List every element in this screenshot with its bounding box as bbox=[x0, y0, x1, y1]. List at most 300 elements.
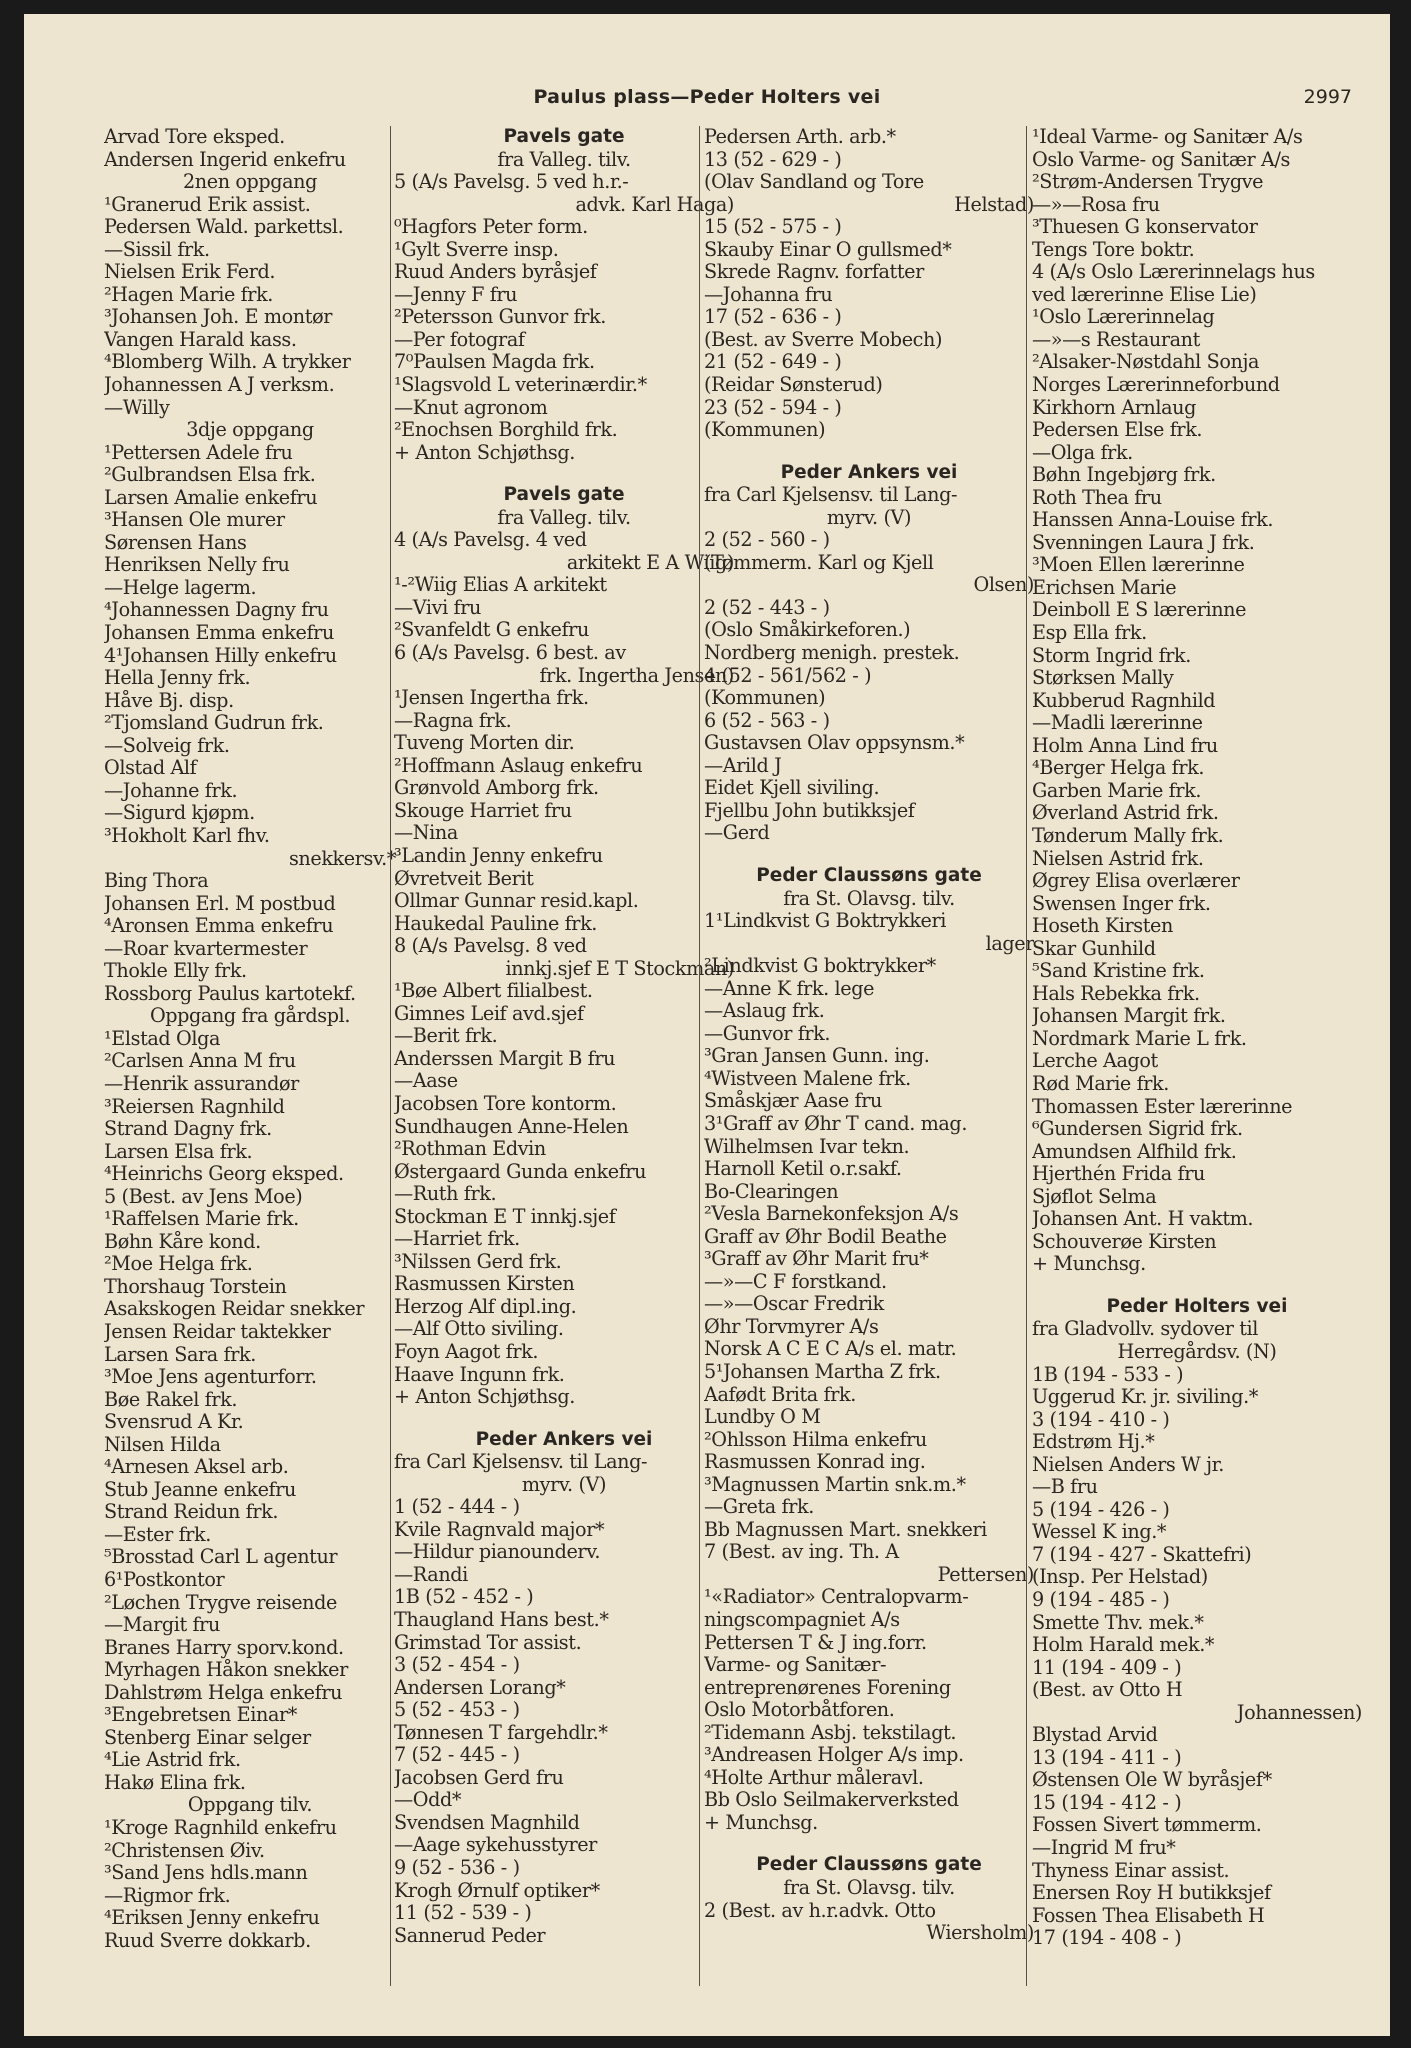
directory-entry: 13 (52 - 629 - ) bbox=[704, 148, 842, 171]
directory-entry: + Munchsg. bbox=[1032, 1253, 1146, 1276]
directory-entry: + Munchsg. bbox=[704, 1811, 818, 1834]
directory-entry: Smette Thv. mek.* bbox=[1032, 1611, 1204, 1634]
directory-entry: 5 (52 - 453 - ) bbox=[394, 1699, 520, 1722]
directory-entry: ⁰Hagfors Peter form. bbox=[394, 216, 588, 239]
directory-entry: 4 (A/s Oslo Lærerinnelags hus bbox=[1032, 261, 1315, 284]
directory-entry: ²Christensen Øiv. bbox=[104, 1839, 265, 1862]
directory-entry: Kirkhorn Arnlaug bbox=[1032, 396, 1197, 419]
directory-page bbox=[24, 14, 1390, 2036]
directory-entry: Graff av Øhr Bodil Beathe bbox=[704, 1225, 947, 1248]
directory-entry: (Kommunen) bbox=[704, 419, 826, 442]
directory-entry: —Arild J bbox=[704, 754, 782, 777]
directory-entry: 13 (194 - 411 - ) bbox=[1032, 1746, 1182, 1769]
directory-entry: myrv. (V) bbox=[521, 1473, 607, 1496]
directory-entry: (Oslo Småkirkeforen.) bbox=[704, 619, 911, 642]
directory-entry: Wilhelmsen Ivar tekn. bbox=[704, 1135, 910, 1158]
directory-entry: —Aase bbox=[394, 1070, 458, 1093]
directory-entry: Øverland Astrid frk. bbox=[1032, 802, 1219, 825]
directory-entry: ³Landin Jenny enkefru bbox=[394, 844, 603, 867]
directory-entry: 23 (52 - 594 - ) bbox=[704, 396, 842, 419]
directory-entry: Bøe Rakel frk. bbox=[104, 1388, 238, 1411]
directory-entry: —Knut agronom bbox=[394, 396, 548, 419]
directory-entry: Johansen Margit frk. bbox=[1032, 1005, 1226, 1028]
directory-entry: —Solveig frk. bbox=[104, 734, 230, 757]
directory-entry: Sørensen Hans bbox=[104, 531, 247, 554]
directory-entry: Rasmussen Konrad ing. bbox=[704, 1451, 926, 1474]
directory-entry: Grønvold Amborg frk. bbox=[394, 777, 599, 800]
directory-entry: —Johanne frk. bbox=[104, 779, 238, 802]
directory-entry: —Vivi fru bbox=[394, 596, 481, 619]
directory-entry: Østergaard Gunda enkefru bbox=[394, 1160, 647, 1183]
directory-entry: Rasmussen Kirsten bbox=[394, 1273, 575, 1296]
directory-entry: (Best. av Otto H bbox=[1032, 1679, 1183, 1702]
directory-entry: Krogh Ørnulf optiker* bbox=[394, 1879, 600, 1902]
directory-entry: 5 (194 - 426 - ) bbox=[1032, 1498, 1170, 1521]
directory-entry: ³Graff av Øhr Marit fru* bbox=[704, 1248, 929, 1271]
directory-entry: Rød Marie frk. bbox=[1032, 1072, 1169, 1095]
directory-entry: ²Tidemann Asbj. tekstilagt. bbox=[704, 1721, 957, 1744]
directory-entry: ²Gulbrandsen Elsa frk. bbox=[104, 464, 316, 487]
directory-entry: —Ester frk. bbox=[104, 1523, 211, 1546]
directory-entry: ³Andreasen Holger A/s imp. bbox=[704, 1744, 964, 1767]
directory-entry: —Margit fru bbox=[104, 1614, 220, 1637]
directory-entry: Haukedal Pauline frk. bbox=[394, 912, 597, 935]
directory-entry: ²Svanfeldt G enkefru bbox=[394, 619, 589, 642]
directory-entry: ⁴Johannessen Dagny fru bbox=[104, 599, 329, 622]
directory-entry: Blystad Arvid bbox=[1032, 1724, 1158, 1747]
directory-entry: Pettersen) bbox=[937, 1563, 1034, 1586]
directory-entry: Holm Harald mek.* bbox=[1032, 1634, 1215, 1657]
directory-entry: ²Rothman Edvin bbox=[394, 1138, 546, 1161]
directory-entry: Skouge Harriet fru bbox=[394, 799, 572, 822]
directory-entry: Oppgang fra gårdspl. bbox=[149, 1005, 351, 1028]
directory-entry: —Ragna frk. bbox=[394, 709, 512, 732]
directory-entry: frk. Ingertha Jensen) bbox=[539, 664, 734, 687]
page-header-title: Paulus plass—Peder Holters vei bbox=[533, 86, 881, 108]
directory-entry: Bøhn Ingebjørg frk. bbox=[1032, 464, 1216, 487]
directory-entry: Swensen Inger frk. bbox=[1032, 892, 1211, 915]
directory-entry: —»—s Restaurant bbox=[1032, 328, 1200, 351]
directory-entry: Svendsen Magnhild bbox=[394, 1811, 580, 1834]
directory-entry: —Berit frk. bbox=[394, 1025, 498, 1048]
directory-entry: Aafødt Brita frk. bbox=[704, 1383, 856, 1406]
directory-entry: ¹Gylt Sverre insp. bbox=[394, 238, 559, 261]
directory-entry: Thokle Elly frk. bbox=[104, 960, 247, 983]
directory-entry: Lundby O M bbox=[704, 1406, 821, 1429]
directory-entry: Oslo Motorbåtforen. bbox=[704, 1699, 895, 1722]
directory-entry: Nielsen Erik Ferd. bbox=[104, 261, 276, 284]
directory-entry: Nordberg menigh. prestek. bbox=[704, 642, 960, 665]
directory-entry: —Willy bbox=[104, 396, 170, 419]
directory-entry: ⁴Wistveen Malene frk. bbox=[704, 1067, 911, 1090]
directory-entry: ²Petersson Gunvor frk. bbox=[394, 306, 606, 329]
directory-entry: entreprenørenes Forening bbox=[704, 1676, 951, 1699]
directory-entry: —Sigurd kjøpm. bbox=[104, 802, 255, 825]
directory-entry: Strand Dagny frk. bbox=[104, 1118, 272, 1141]
directory-entry: Hjerthén Frida fru bbox=[1032, 1163, 1205, 1186]
column-divider bbox=[1026, 126, 1027, 1986]
directory-entry: Ruud Anders byråsjef bbox=[394, 261, 597, 284]
directory-entry: ⁴Arnesen Aksel arb. bbox=[104, 1456, 289, 1479]
directory-entry: —»—Rosa fru bbox=[1032, 193, 1160, 216]
directory-entry: —Jenny F fru bbox=[394, 283, 518, 306]
directory-entry: Thaugland Hans best.* bbox=[394, 1609, 609, 1631]
column-3 bbox=[704, 126, 1034, 2026]
directory-entry: Amundsen Alfhild frk. bbox=[1032, 1140, 1237, 1163]
directory-entry: fra Carl Kjelsensv. til Lang- bbox=[394, 1451, 648, 1474]
directory-entry: Jensen Reidar taktekker bbox=[104, 1320, 331, 1343]
directory-entry: —Anne K frk. lege bbox=[704, 977, 875, 1000]
directory-entry: (Tømmerm. Karl og Kjell bbox=[704, 551, 934, 574]
directory-entry: fra Gladvollv. sydover til bbox=[1032, 1318, 1258, 1341]
directory-entry: Sjøflot Selma bbox=[1032, 1185, 1157, 1208]
section-spacer bbox=[704, 845, 1034, 865]
directory-entry: myrv. (V) bbox=[826, 506, 912, 529]
section-spacer bbox=[394, 464, 734, 484]
directory-entry: + Anton Schjøthsg. bbox=[394, 1386, 575, 1409]
directory-entry: Arvad Tore eksped. bbox=[104, 126, 285, 148]
directory-entry: —Henrik assurandør bbox=[104, 1072, 299, 1095]
directory-entry: Fjellbu John butikksjef bbox=[704, 799, 915, 822]
directory-entry: 5 (Best. av Jens Moe) bbox=[104, 1185, 303, 1208]
directory-entry: Wessel K ing.* bbox=[1032, 1521, 1167, 1544]
directory-entry: Harnoll Ketil o.r.sakf. bbox=[704, 1158, 902, 1181]
directory-entry: ²Moe Helga frk. bbox=[104, 1253, 253, 1276]
column-divider bbox=[699, 126, 700, 1986]
directory-entry: ¹Oslo Lærerinnelag bbox=[1032, 306, 1215, 329]
directory-entry: ningscompagniet A/s bbox=[704, 1609, 900, 1631]
directory-entry: Småskjær Aase fru bbox=[704, 1090, 882, 1113]
directory-entry: arkitekt E A Wiig) bbox=[566, 551, 734, 574]
directory-entry: —Sissil frk. bbox=[104, 238, 210, 261]
directory-entry: ³Hokholt Karl fhv. bbox=[104, 824, 270, 847]
directory-entry: 11 (194 - 409 - ) bbox=[1032, 1656, 1182, 1679]
directory-entry: ¹Pettersen Adele fru bbox=[104, 441, 293, 464]
directory-entry: Bo-Clearingen bbox=[704, 1180, 839, 1203]
directory-entry: Norsk A C E C A/s el. matr. bbox=[704, 1338, 957, 1361]
directory-entry: Hals Rebekka frk. bbox=[1032, 982, 1200, 1005]
directory-entry: ²Hoffmann Aslaug enkefru bbox=[394, 754, 643, 777]
directory-entry: Pettersen T & J ing.forr. bbox=[704, 1631, 927, 1654]
directory-entry: —Roar kvartermester bbox=[104, 937, 308, 960]
directory-entry: ¹Granerud Erik assist. bbox=[104, 193, 311, 216]
directory-entry: 7⁰Paulsen Magda frk. bbox=[394, 351, 595, 374]
directory-entry: Strand Reidun frk. bbox=[104, 1501, 279, 1524]
directory-entry: 1B (52 - 452 - ) bbox=[394, 1586, 534, 1609]
directory-entry: 6 (52 - 563 - ) bbox=[704, 709, 830, 732]
directory-entry: —Harriet frk. bbox=[394, 1228, 520, 1251]
directory-entry: Svensrud A Kr. bbox=[104, 1411, 244, 1434]
directory-entry: —Greta frk. bbox=[704, 1496, 814, 1519]
directory-entry: Roth Thea fru bbox=[1032, 486, 1162, 509]
directory-entry: ⁵Brosstad Carl L agentur bbox=[104, 1546, 338, 1569]
directory-entry: Lerche Aagot bbox=[1032, 1050, 1158, 1073]
directory-entry: 9 (52 - 536 - ) bbox=[394, 1857, 520, 1880]
directory-entry: ¹Kroge Ragnhild enkefru bbox=[104, 1817, 337, 1840]
column-1 bbox=[104, 126, 396, 2026]
directory-entry: Wiersholm) bbox=[926, 1922, 1034, 1945]
directory-entry: ³Moe Jens agenturforr. bbox=[104, 1366, 317, 1389]
directory-entry: ¹Ideal Varme- og Sanitær A/s bbox=[1032, 126, 1303, 148]
directory-entry: —»—C F forstkand. bbox=[704, 1270, 887, 1293]
directory-entry: Foyn Aagot frk. bbox=[394, 1340, 539, 1363]
directory-entry: Skrede Ragnv. forfatter bbox=[704, 261, 924, 284]
directory-entry: 3 (52 - 454 - ) bbox=[394, 1654, 520, 1677]
directory-entry: fra Valleg. tilv. bbox=[497, 506, 631, 529]
street-heading: Peder Ankers vei bbox=[780, 461, 958, 483]
directory-entry: —Gerd bbox=[704, 822, 770, 845]
column-divider bbox=[390, 126, 391, 1986]
directory-entry: ⁴Heinrichs Georg eksped. bbox=[104, 1163, 344, 1186]
directory-entry: ²Løchen Trygve reisende bbox=[104, 1591, 337, 1614]
directory-entry: Norges Lærerinneforbund bbox=[1032, 374, 1280, 397]
directory-entry: Grimstad Tor assist. bbox=[394, 1631, 582, 1654]
directory-entry: Hella Jenny frk. bbox=[104, 667, 251, 690]
directory-entry: Larsen Amalie enkefru bbox=[104, 486, 318, 509]
directory-entry: —Alf Otto siviling. bbox=[394, 1318, 564, 1341]
directory-entry: innkj.sjef E T Stockman) bbox=[505, 957, 734, 980]
directory-entry: Oslo Varme- og Sanitær A/s bbox=[1032, 148, 1290, 171]
directory-entry: Bøhn Kåre kond. bbox=[104, 1230, 261, 1253]
directory-entry: Håve Bj. disp. bbox=[104, 689, 234, 712]
directory-entry: Fossen Sivert tømmerm. bbox=[1032, 1814, 1262, 1837]
directory-entry: Edstrøm Hj.* bbox=[1032, 1431, 1155, 1454]
directory-entry: Asakskogen Reidar snekker bbox=[104, 1298, 365, 1321]
directory-entry: Storm Ingrid frk. bbox=[1032, 644, 1191, 667]
directory-entry: ³Sand Jens hdls.mann bbox=[104, 1862, 308, 1885]
directory-entry: —Olga frk. bbox=[1032, 441, 1133, 464]
directory-entry: Holm Anna Lind fru bbox=[1032, 734, 1218, 757]
directory-entry: fra Carl Kjelsensv. til Lang- bbox=[704, 484, 958, 507]
directory-entry: —Helge lagerm. bbox=[104, 576, 257, 599]
directory-entry: —Gunvor frk. bbox=[704, 1022, 831, 1045]
directory-entry: ³Moen Ellen lærerinne bbox=[1032, 554, 1245, 577]
directory-entry: —Nina bbox=[394, 822, 458, 845]
section-spacer bbox=[394, 1409, 734, 1429]
page-number: 2997 bbox=[1303, 86, 1352, 108]
directory-entry: 2 (52 - 560 - ) bbox=[704, 529, 830, 552]
directory-entry: Tønnesen T fargehdlr.* bbox=[394, 1721, 608, 1744]
directory-entry: (Kommunen) bbox=[704, 687, 826, 710]
street-heading: Peder Claussøns gate bbox=[756, 864, 982, 886]
directory-entry: Gimnes Leif avd.sjef bbox=[394, 1002, 584, 1025]
directory-entry: Thomassen Ester lærerinne bbox=[1032, 1095, 1293, 1118]
directory-entry: 8 (A/s Pavelsg. 8 ved bbox=[394, 935, 587, 958]
directory-entry: 3 (194 - 410 - ) bbox=[1032, 1408, 1170, 1431]
directory-entry: Nielsen Astrid frk. bbox=[1032, 847, 1204, 870]
directory-entry: Øvretveit Berit bbox=[394, 867, 534, 890]
directory-entry: —Rigmor frk. bbox=[104, 1884, 231, 1907]
directory-entry: advk. Karl Haga) bbox=[575, 193, 734, 216]
directory-entry: ³Thuesen G konservator bbox=[1032, 216, 1258, 239]
directory-entry: ⁴Eriksen Jenny enkefru bbox=[104, 1907, 320, 1930]
directory-entry: ⁵Sand Kristine frk. bbox=[1032, 960, 1205, 983]
directory-entry: Johansen Emma enkefru bbox=[104, 622, 334, 645]
directory-entry: 1¹Lindkvist G Boktrykkeri bbox=[704, 910, 947, 933]
directory-entry: Helstad) bbox=[954, 193, 1034, 216]
directory-entry: Skauby Einar O gullsmed* bbox=[704, 238, 952, 261]
directory-entry: Hanssen Anna-Louise frk. bbox=[1032, 509, 1274, 532]
directory-entry: ¹Jensen Ingertha frk. bbox=[394, 687, 589, 710]
directory-entry: Jacobsen Tore kontorm. bbox=[394, 1092, 617, 1115]
directory-entry: Deinboll E S lærerinne bbox=[1032, 599, 1247, 622]
directory-entry: Larsen Elsa frk. bbox=[104, 1140, 253, 1163]
directory-entry: Garben Marie frk. bbox=[1032, 779, 1202, 802]
street-heading: Pavels gate bbox=[503, 126, 625, 147]
directory-entry: Svenningen Laura J frk. bbox=[1032, 531, 1255, 554]
directory-entry: Nilsen Hilda bbox=[104, 1433, 221, 1456]
directory-entry: Myrhagen Håkon snekker bbox=[104, 1659, 348, 1682]
directory-entry: Dahlstrøm Helga enkefru bbox=[104, 1681, 343, 1704]
directory-entry: 1B (194 - 533 - ) bbox=[1032, 1363, 1184, 1386]
directory-entry: ²Hagen Marie frk. bbox=[104, 283, 274, 306]
directory-entry: 7 (52 - 445 - ) bbox=[394, 1744, 520, 1767]
directory-entry: Sannerud Peder bbox=[394, 1924, 546, 1947]
directory-entry: Thorshaug Torstein bbox=[104, 1275, 287, 1298]
directory-entry: 3¹Graff av Øhr T cand. mag. bbox=[704, 1112, 968, 1135]
directory-entry: Rossborg Paulus kartotekf. bbox=[104, 982, 356, 1005]
directory-entry: ²Vesla Barnekonfeksjon A/s bbox=[704, 1203, 959, 1226]
directory-entry: Hakø Elina frk. bbox=[104, 1771, 246, 1794]
directory-entry: Nielsen Anders W jr. bbox=[1032, 1453, 1224, 1476]
directory-entry: Bb Magnussen Mart. snekkeri bbox=[704, 1518, 987, 1541]
directory-entry: Stub Jeanne enkefru bbox=[104, 1478, 296, 1501]
directory-entry: Uggerud Kr. jr. siviling.* bbox=[1032, 1386, 1258, 1409]
directory-entry: ³Hansen Ole murer bbox=[104, 509, 285, 532]
directory-entry: ²Tjomsland Gudrun frk. bbox=[104, 712, 324, 735]
directory-entry: Gustavsen Olav oppsynsm.* bbox=[704, 732, 965, 755]
section-spacer bbox=[704, 442, 1034, 462]
directory-entry: Varme- og Sanitær- bbox=[704, 1654, 887, 1677]
directory-entry: Kvile Ragnvald major* bbox=[394, 1518, 605, 1541]
directory-entry: Tønderum Mally frk. bbox=[1032, 824, 1224, 847]
street-heading: Peder Holters vei bbox=[1106, 1295, 1288, 1317]
directory-entry: ³Engebretsen Einar* bbox=[104, 1704, 297, 1727]
directory-entry: —Ruth frk. bbox=[394, 1183, 497, 1206]
directory-entry: ⁴Blomberg Wilh. A trykker bbox=[104, 351, 351, 374]
directory-entry: Jacobsen Gerd fru bbox=[394, 1766, 564, 1789]
directory-entry: ²Carlsen Anna M fru bbox=[104, 1050, 296, 1073]
directory-entry: Johannessen A J verksm. bbox=[104, 374, 335, 397]
directory-entry: —Randi bbox=[394, 1563, 468, 1586]
directory-entry: —Aslaug frk. bbox=[704, 1000, 825, 1023]
directory-entry: Esp Ella frk. bbox=[1032, 622, 1147, 645]
directory-entry: ⁶Gundersen Sigrid frk. bbox=[1032, 1118, 1243, 1141]
directory-entry: 15 (52 - 575 - ) bbox=[704, 216, 842, 239]
directory-entry: ⁴Lie Astrid frk. bbox=[104, 1749, 241, 1772]
directory-entry: —Madli lærerinne bbox=[1032, 712, 1203, 735]
directory-entry: Sundhaugen Anne-Helen bbox=[394, 1115, 629, 1138]
directory-entry: fra St. Olavsg. tilv. bbox=[783, 887, 955, 910]
directory-entry: ved lærerinne Elise Lie) bbox=[1032, 283, 1257, 306]
directory-entry: Johansen Ant. H vaktm. bbox=[1032, 1208, 1254, 1231]
directory-entry: Andersen Lorang* bbox=[394, 1676, 566, 1699]
directory-entry: Eidet Kjell siviling. bbox=[704, 777, 880, 800]
directory-entry: Øgrey Elisa overlærer bbox=[1032, 870, 1240, 893]
directory-entry: 3dje oppgang bbox=[186, 419, 314, 442]
directory-entry: ²Strøm-Andersen Trygve bbox=[1032, 171, 1264, 194]
directory-entry: 2 (52 - 443 - ) bbox=[704, 596, 830, 619]
directory-entry: 2 (Best. av h.r.advk. Otto bbox=[704, 1899, 936, 1922]
directory-entry: 11 (52 - 539 - ) bbox=[394, 1902, 532, 1925]
directory-entry: 6 (A/s Pavelsg. 6 best. av bbox=[394, 642, 626, 665]
directory-entry: ²Lindkvist G boktrykker* bbox=[704, 955, 936, 978]
directory-entry: ¹Bøe Albert filialbest. bbox=[394, 980, 593, 1003]
section-spacer bbox=[704, 1834, 1034, 1854]
directory-entry: Herregårdsv. (N) bbox=[1117, 1340, 1277, 1363]
directory-entry: —B fru bbox=[1032, 1476, 1098, 1499]
directory-entry: Bing Thora bbox=[104, 870, 209, 893]
directory-entry: ¹-²Wiig Elias A arkitekt bbox=[394, 574, 607, 597]
directory-entry: 1 (52 - 444 - ) bbox=[394, 1496, 520, 1519]
directory-entry: ⁴Aronsen Emma enkefru bbox=[104, 915, 334, 938]
street-heading: Peder Ankers vei bbox=[475, 1428, 653, 1450]
directory-entry: Stenberg Einar selger bbox=[104, 1726, 311, 1749]
street-heading: Peder Claussøns gate bbox=[756, 1854, 982, 1876]
directory-entry: —Aage sykehusstyrer bbox=[394, 1834, 597, 1857]
column-4 bbox=[1032, 126, 1362, 2026]
directory-entry: 7 (194 - 427 - Skattefri) bbox=[1032, 1543, 1252, 1566]
directory-entry: (Olav Sandland og Tore bbox=[704, 171, 924, 194]
directory-entry: Østensen Ole W byråsjef* bbox=[1032, 1769, 1272, 1792]
directory-entry: —Odd* bbox=[394, 1789, 462, 1812]
directory-entry: 6¹Postkontor bbox=[104, 1569, 225, 1591]
directory-entry: Branes Harry sporv.kond. bbox=[104, 1636, 344, 1659]
column-2 bbox=[394, 126, 734, 2026]
section-spacer bbox=[1032, 1276, 1362, 1296]
directory-entry: Fossen Thea Elisabeth H bbox=[1032, 1904, 1265, 1927]
directory-entry: ¹Elstad Olga bbox=[104, 1027, 221, 1050]
directory-entry: fra St. Olavsg. tilv. bbox=[783, 1877, 955, 1900]
directory-entry: ²Alsaker-Nøstdahl Sonja bbox=[1032, 351, 1260, 374]
street-heading: Pavels gate bbox=[503, 484, 625, 506]
directory-entry: ³Johansen Joh. E montør bbox=[104, 306, 332, 329]
directory-entry: Ollmar Gunnar resid.kapl. bbox=[394, 890, 639, 913]
directory-entry: Larsen Sara frk. bbox=[104, 1343, 256, 1366]
directory-entry: Pedersen Arth. arb.* bbox=[704, 126, 896, 148]
directory-entry: Hoseth Kirsten bbox=[1032, 915, 1173, 938]
directory-entry: —»—Oscar Fredrik bbox=[704, 1293, 884, 1316]
directory-entry: 5 (A/s Pavelsg. 5 ved h.r.- bbox=[394, 171, 629, 194]
directory-entry: Thyness Einar assist. bbox=[1032, 1859, 1230, 1882]
directory-entry: Pedersen Else frk. bbox=[1032, 419, 1203, 442]
directory-entry: ¹Raffelsen Marie frk. bbox=[104, 1208, 299, 1231]
directory-entry: 17 (52 - 636 - ) bbox=[704, 306, 842, 329]
directory-entry: —Hildur pianounderv. bbox=[394, 1541, 601, 1564]
directory-entry: Øhr Torvmyrer A/s bbox=[704, 1315, 879, 1338]
directory-entry: Olstad Alf bbox=[104, 757, 197, 780]
directory-entry: Johannessen) bbox=[1236, 1701, 1362, 1724]
directory-entry: Kubberud Ragnhild bbox=[1032, 689, 1216, 712]
directory-entry: + Anton Schjøthsg. bbox=[394, 441, 575, 464]
directory-entry: Andersen Ingerid enkefru bbox=[104, 148, 346, 171]
directory-entry: Størksen Mally bbox=[1032, 667, 1174, 690]
directory-entry: ²Enochsen Borghild frk. bbox=[394, 419, 618, 442]
directory-entry: ³Gran Jansen Gunn. ing. bbox=[704, 1045, 930, 1068]
directory-entry: 9 (194 - 485 - ) bbox=[1032, 1589, 1170, 1611]
directory-entry: Herzog Alf dipl.ing. bbox=[394, 1295, 577, 1318]
directory-entry: 15 (194 - 412 - ) bbox=[1032, 1791, 1182, 1814]
directory-entry: —Per fotograf bbox=[394, 328, 525, 351]
directory-entry: 2nen oppgang bbox=[182, 171, 318, 194]
directory-entry: —Ingrid M fru* bbox=[1032, 1837, 1176, 1860]
directory-entry: 4¹Johansen Hilly enkefru bbox=[104, 644, 337, 667]
directory-entry: —Johanna fru bbox=[704, 283, 833, 306]
directory-entry: Skar Gunhild bbox=[1032, 937, 1156, 960]
directory-entry: 4 (A/s Pavelsg. 4 ved bbox=[394, 529, 587, 552]
directory-entry: (Insp. Per Helstad) bbox=[1032, 1566, 1208, 1589]
directory-entry: ⁴Holte Arthur måleravl. bbox=[704, 1766, 924, 1789]
